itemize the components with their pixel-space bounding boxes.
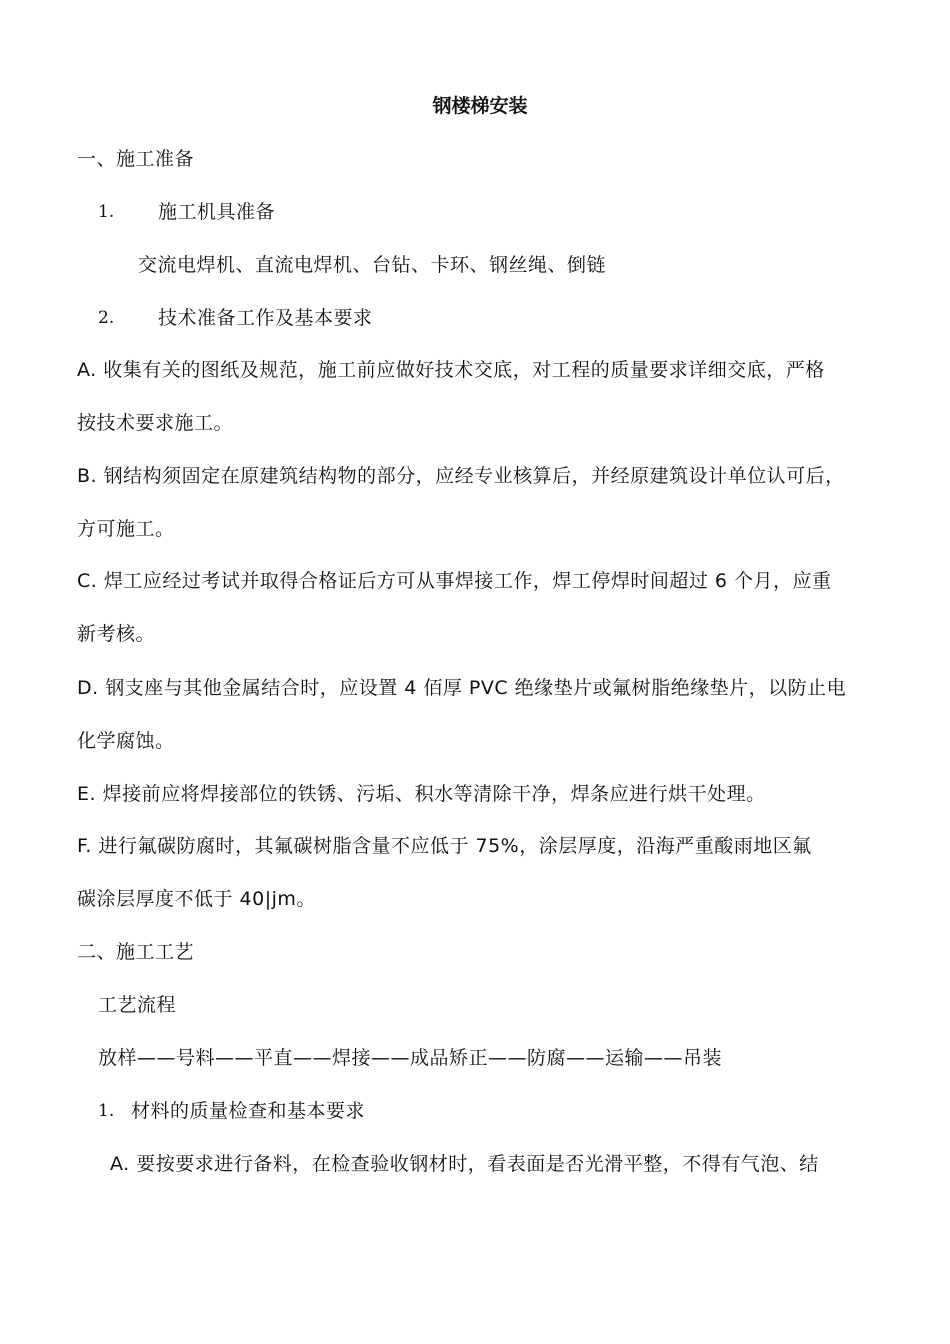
item-title-equipment: 施工机具准备 [158, 201, 276, 223]
paragraph-a-line1: A. 收集有关的图纸及规范，施工前应做好技术交底，对工程的质量要求详细交底，严格 [77, 359, 825, 381]
item-number: 2. [98, 308, 115, 328]
item-number: 1. [98, 202, 115, 222]
paragraph-d-line1: D. 钢支座与其他金属结合时，应设置 4 佰厚 PVC 绝缘垫片或氟树脂绝缘垫片，以防止电 [77, 677, 847, 699]
paragraph-c-line2: 新考核。 [77, 623, 156, 645]
section-heading-process: 二、施工工艺 [77, 941, 195, 963]
paragraph-a-line2: 按技术要求施工。 [77, 412, 234, 434]
item-title-material-check: 材料的质量检查和基本要求 [131, 1100, 366, 1122]
paragraph-f-line2: 碳涂层厚度不低于 40|jm。 [77, 888, 316, 910]
paragraph-d-line2: 化学腐蚀。 [77, 730, 175, 752]
document-title: 钢楼梯安装 [432, 95, 528, 117]
section-heading-preparation: 一、施工准备 [77, 148, 195, 170]
paragraph-c-line1: C. 焊工应经过考试并取得合格证后方可从事焊接工作，焊工停焊时间超过 6 个月，应重 [77, 570, 832, 592]
paragraph-e-line1: E. 焊接前应将焊接部位的铁锈、污垢、积水等清除干净，焊条应进行烘干处理。 [77, 783, 766, 805]
process-flow-title: 工艺流程 [98, 994, 177, 1016]
item-title-technical: 技术准备工作及基本要求 [158, 307, 373, 329]
process-flow-steps: 放样——号料——平直——焊接——成品矫正——防腐——运输——吊装 [98, 1047, 723, 1069]
item-number: 1. [98, 1101, 115, 1121]
paragraph-b-line1: B. 钢结构须固定在原建筑结构物的部分，应经专业核算后，并经原建筑设计单位认可后， [77, 465, 845, 487]
paragraph-b-line2: 方可施工。 [77, 518, 175, 540]
equipment-list: 交流电焊机、直流电焊机、台钻、卡环、钢丝绳、倒链 [138, 254, 607, 276]
paragraph-f-line1: F. 进行氟碳防腐时，其氟碳树脂含量不应低于 75%，涂层厚度，沿海严重酸雨地区氟 [77, 835, 812, 857]
material-paragraph-a-line1: A. 要按要求进行备料，在检查验收钢材时，看表面是否光滑平整，不得有气泡、结 [110, 1153, 819, 1175]
